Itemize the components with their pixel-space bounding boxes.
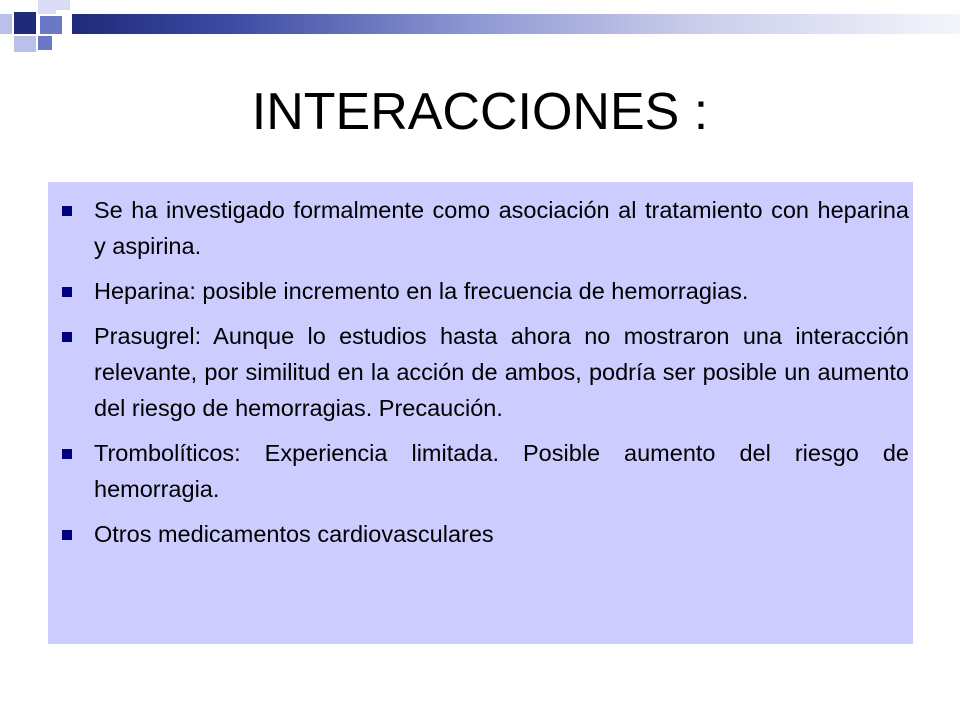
bullet-text: Trombolíticos: Experiencia limitada. Posible aumento del riesgo de hemorragia. [94, 440, 909, 502]
content-box [48, 182, 913, 644]
decorative-square-icon [38, 36, 52, 50]
square-bullet-icon [62, 332, 72, 342]
square-bullet-icon [62, 449, 72, 459]
list-item [48, 516, 909, 552]
decorative-square-icon [40, 16, 62, 34]
list-item [48, 273, 909, 309]
decorative-square-icon [14, 12, 36, 34]
square-bullet-icon [62, 287, 72, 297]
square-bullet-icon [62, 206, 72, 216]
list-item [48, 435, 909, 507]
bullet-text: Prasugrel: Aunque lo estudios hasta ahora no mostraron una interacción relevante, por similitud en la acción de ambos, podría ser posible un aumento del riesgo de hemorragias. Precaución. [94, 323, 909, 421]
bullet-text: Se ha investigado formalmente como asociación al tratamiento con heparina y aspirina. [94, 197, 909, 259]
decorative-square-icon [38, 0, 56, 14]
bullet-text: Otros medicamentos cardiovasculares [94, 521, 494, 547]
bullet-text: Heparina: posible incremento en la frecuencia de hemorragias. [94, 278, 749, 304]
decorative-square-icon [14, 36, 36, 52]
list-item [48, 192, 909, 264]
square-bullet-icon [62, 530, 72, 540]
bullet-list [48, 192, 909, 552]
decorative-square-icon [0, 14, 12, 34]
slide-title: INTERACCIONES : [251, 83, 709, 141]
list-item [48, 318, 909, 426]
header-gradient-bar [72, 14, 960, 34]
decorative-square-icon [56, 0, 70, 10]
